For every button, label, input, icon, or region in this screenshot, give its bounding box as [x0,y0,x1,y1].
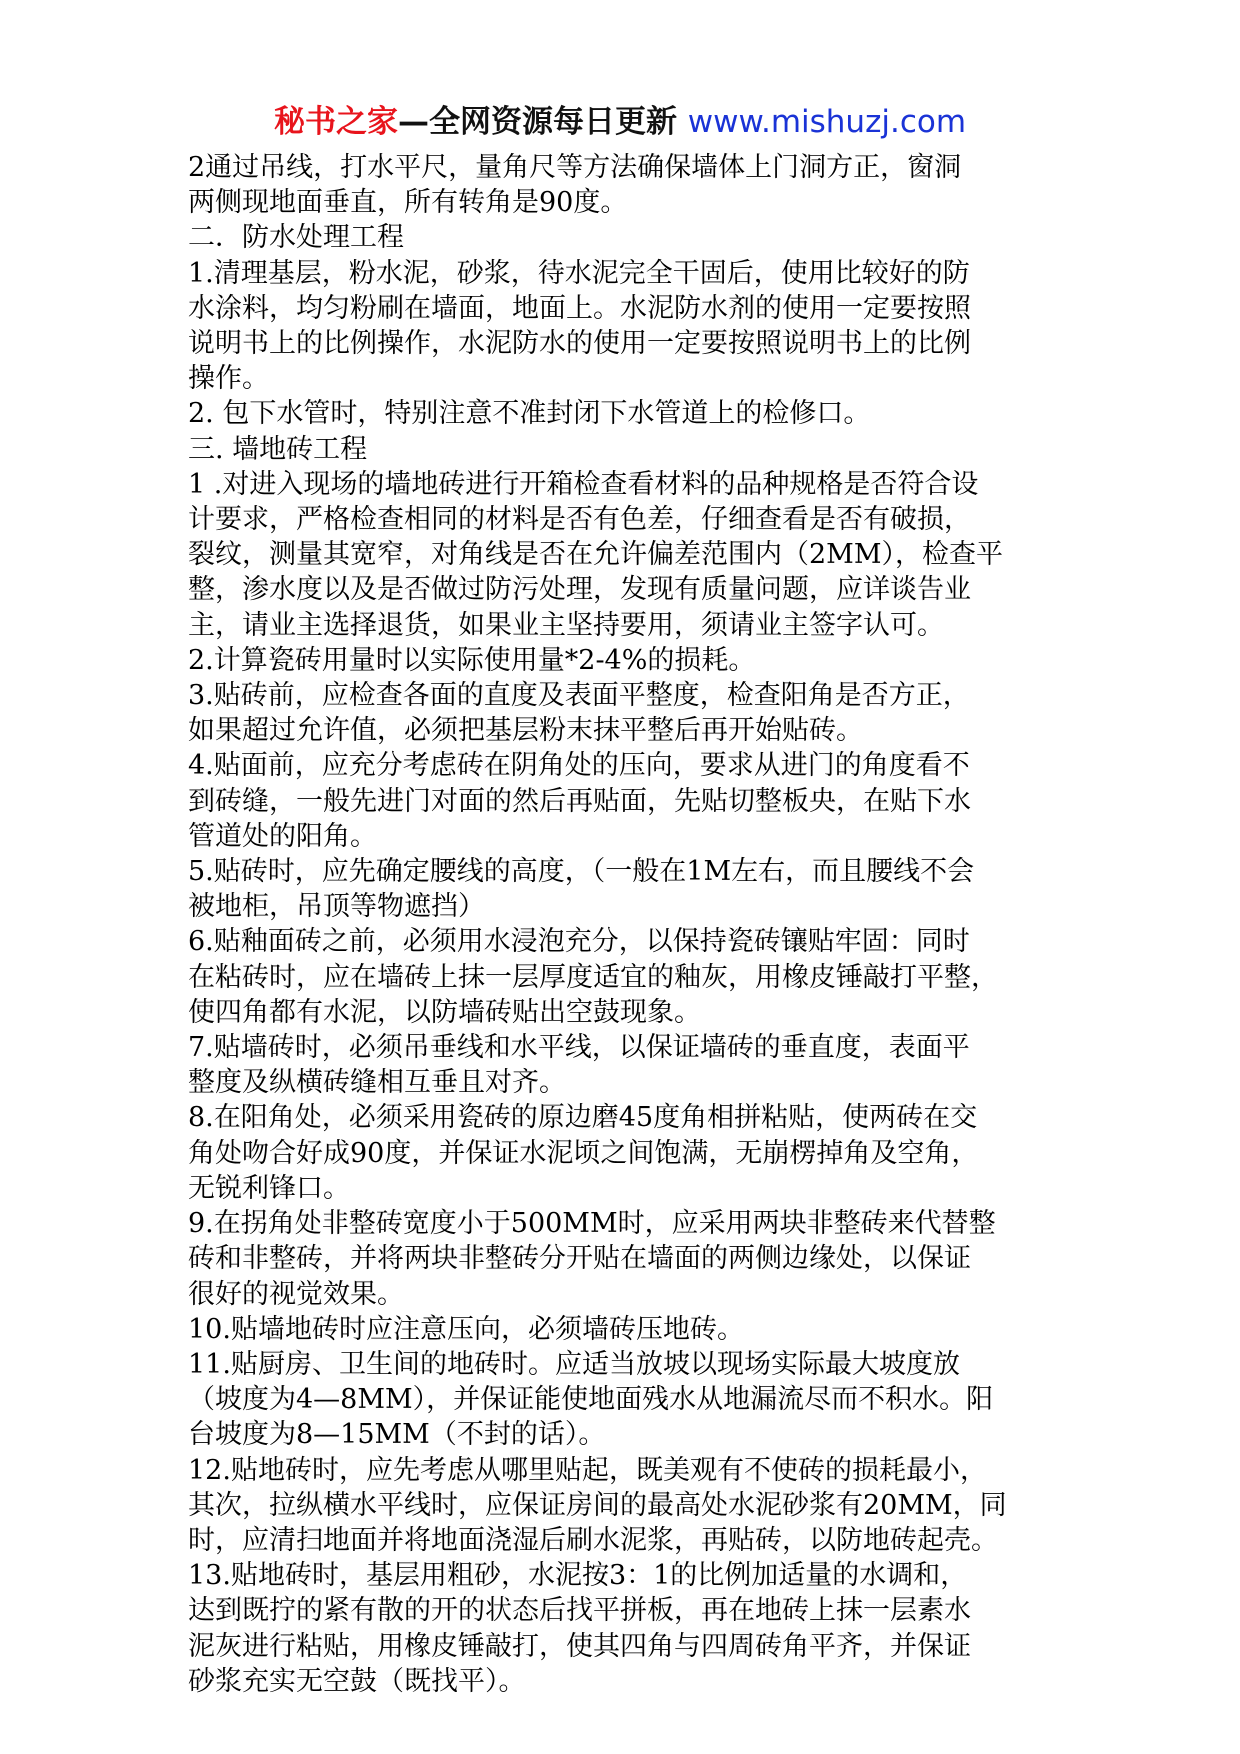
text-line: 很好的视觉效果。 [188,1278,404,1310]
text-line: 4.贴面前，应充分考虑砖在阴角处的压向，要求从进门的角度看不 [188,750,970,782]
text-line: 如果超过允许值，必须把基层粉末抹平整后再开始贴砖。 [188,715,863,747]
text-line: 12.贴地砖时，应先考虑从哪里贴起，既美观有不使砖的损耗最小， [188,1454,987,1486]
text-line: 操作。 [188,363,269,395]
text-line: 1 .对进入现场的墙地砖进行开箱检查看材料的品种规格是否符合设 [188,468,979,500]
text-line: 到砖缝，一般先进门对面的然后再贴面，先贴切整板央，在贴下水 [188,785,971,817]
text-line: 7.贴墙砖时，必须吊垂线和水平线，以保证墙砖的垂直度，表面平 [188,1032,970,1064]
text-line: 被地柜，吊顶等物遮挡） [188,891,485,923]
text-line: 说明书上的比例操作，水泥防水的使用一定要按照说明书上的比例 [188,328,971,360]
text-line: 计要求，严格检查相同的材料是否有色差，仔细查看是否有破损， [188,504,971,536]
text-line: 水涂料，均匀粉刷在墙面，地面上。水泥防水剂的使用一定要按照 [188,292,971,324]
text-line: 时，应清扫地面并将地面浇湿后刷水泥浆，再贴砖，以防地砖起壳。 [188,1524,998,1556]
text-line: 无锐利锋口。 [188,1172,350,1204]
text-line: 管道处的阳角。 [188,820,377,852]
text-line: 砂浆充实无空鼓（既找平）。 [188,1665,526,1697]
document-body [188,150,1068,1699]
text-line: （坡度为4—8MM），并保证能使地面残水从地漏流尽而不积水。阳 [188,1384,994,1416]
text-line: 9.在拐角处非整砖宽度小于500MM时，应采用两块非整砖来代替整 [188,1208,996,1240]
text-line: 泥灰进行粘贴，用橡皮锤敲打，使其四角与四周砖角平齐，并保证 [188,1630,971,1662]
text-line: 砖和非整砖，并将两块非整砖分开贴在墙面的两侧边缘处，以保证 [188,1243,971,1275]
text-line: 在粘砖时，应在墙砖上抹一层厚度适宜的釉灰，用橡皮锤敲打平整， [188,961,998,993]
text-line: 两侧现地面垂直，所有转角是90度。 [188,187,628,219]
text-line: 2. 包下水管时，特别注意不准封闭下水管道上的检修口。 [188,398,871,430]
site-url-link[interactable]: www.mishuzj.com [687,104,967,140]
text-line: 整，渗水度以及是否做过防污处理，发现有质量问题，应详谈告业 [188,574,971,606]
text-line: 主，请业主选择退货，如果业主坚持要用，须请业主签字认可。 [188,609,944,641]
header-slogan: —全网资源每日更新 [397,104,688,140]
text-line: 11.贴厨房、卫生间的地砖时。应适当放坡以现场实际最大坡度放 [188,1348,960,1380]
text-line: 8.在阳角处，必须采用瓷砖的原边磨45度角相拼粘贴，使两砖在交 [188,1102,978,1134]
text-line: 三. 墙地砖工程 [188,433,368,465]
text-line: 6.贴釉面砖之前，必须用水浸泡充分，以保持瓷砖镶贴牢固：同时 [188,926,970,958]
text-line: 裂纹，测量其宽窄，对角线是否在允许偏差范围内（2MM），检查平 [188,539,1003,571]
text-line: 使四角都有水泥，以防墙砖贴出空鼓现象。 [188,996,701,1028]
text-line: 2通过吊线，打水平尺，量角尺等方法确保墙体上门洞方正，窗洞 [188,152,962,183]
text-line: 3.贴砖前，应检查各面的直度及表面平整度，检查阳角是否方正， [188,680,970,712]
site-header [0,102,1240,142]
brand-name: 秘书之家 [273,104,398,140]
text-line: 台坡度为8—15MM（不封的话）。 [188,1419,606,1451]
text-line: 1.清理基层，粉水泥，砂浆，待水泥完全干固后，使用比较好的防 [188,257,970,289]
text-line: 其次，拉纵横水平线时，应保证房间的最高处水泥砂浆有20MM，同 [188,1489,1007,1521]
text-line: 5.贴砖时，应先确定腰线的高度，（一般在1M左右，而且腰线不会 [188,856,975,888]
text-line: 整度及纵横砖缝相互垂且对齐。 [188,1067,566,1099]
text-line: 2.计算瓷砖用量时以实际使用量*2-4%的损耗。 [188,644,756,676]
text-line: 达到既拧的紧有散的开的状态后找平拼板，再在地砖上抹一层素水 [188,1595,971,1627]
text-line: 角处吻合好成90度，并保证水泥顷之间饱满，无崩楞掉角及空角， [188,1137,979,1169]
text-line: 二．防水处理工程 [188,222,404,254]
text-line: 13.贴地砖时，基层用粗砂，水泥按3：1的比例加适量的水调和， [188,1560,968,1592]
text-line: 10.贴墙地砖时应注意压向，必须墙砖压地砖。 [188,1313,744,1345]
